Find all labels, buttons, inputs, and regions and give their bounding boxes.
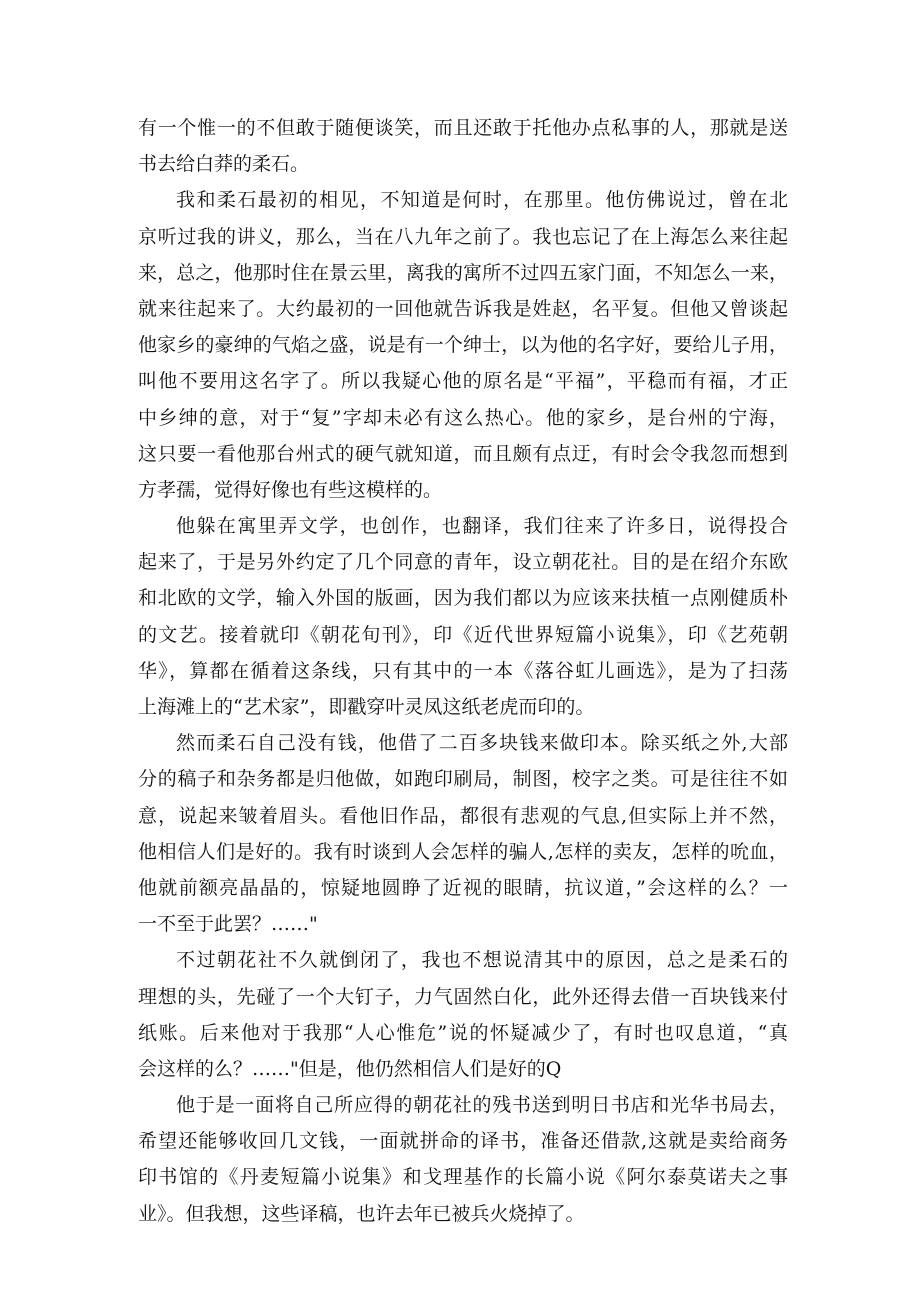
text-line: 希望还能够收回几文钱，一面就拼命的译书，准备还借款,这就是卖给商务 (138, 1130, 788, 1153)
paragraph (138, 182, 788, 508)
text-line: 方孝孺，觉得好像也有些这模样的。 (138, 478, 443, 501)
text-line: 他家乡的豪绅的气焰之盛，说是有一个绅士，以为他的名字好，要给儿子用， (138, 334, 788, 357)
text-line: 意，说起来皱着眉头。看他旧作品，都很有悲观的气息,但实际上并不然， (138, 804, 788, 827)
text-line: 他躲在寓里弄文学，也创作，也翻译，我们往来了许多日，说得投合 (176, 515, 788, 538)
text-line: 有一个惟一的不但敢于随便谈笑，而且还敢于托他办点私事的人，那就是送 (138, 117, 788, 139)
paragraph (138, 110, 788, 182)
paragraph (138, 942, 788, 1087)
text-line: 他相信人们是好的。我有时谈到人会怎样的骗人,怎样的卖友，怎样的吮血， (138, 840, 788, 863)
text-line: 理想的头，先碰了一个大钉子，力气固然白化，此外还得去借一百块钱来付 (138, 985, 788, 1008)
text-line: 书去给白莽的柔石。 (138, 153, 310, 176)
text-line: 上海滩上的“艺术家”，即戳穿叶灵凤这纸老虎而印的。 (138, 696, 595, 718)
text-line: 业》。但我想，这些译稿，也许去年已被兵火烧掉了。 (138, 1202, 585, 1225)
paragraph (138, 508, 788, 725)
text-line: 会这样的么？……"但是，他仍然相信人们是好的Q (138, 1057, 562, 1080)
text-line: 的文艺。接着就印《朝花旬刊》，印《近代世界短篇小说集》，印《艺苑朝 (138, 623, 788, 646)
text-line: 就来往起来了。大约最初的一回他就告诉我是姓赵，名平复。但他又曾谈起 (138, 297, 788, 320)
text-line: 来，总之，他那时住在景云里，离我的寓所不过四五家门面，不知怎么一来， (138, 261, 788, 284)
text-line: 华》，算都在循着这条线，只有其中的一本《落谷虹儿画选》，是为了扫荡 (138, 659, 788, 682)
text-line: 和北欧的文学，输入外国的版画，因为我们都以为应该来扶植一点刚健质朴 (138, 587, 788, 610)
text-line: 我和柔石最初的相见，不知道是何时，在那里。他仿佛说过，曾在北 (176, 189, 788, 212)
text-line: 纸账。后来他对于我那“人心惟危”说的怀疑减少了，有时也叹息道，“真 (138, 1021, 788, 1044)
text-line: 京听过我的讲义，那么，当在八九年之前了。我也忘记了在上海怎么来往起 (138, 225, 788, 248)
text-line: 中乡绅的意，对于“复”字却未必有这么热心。他的家乡，是台州的宁海， (138, 406, 788, 429)
text-line: 起来了，于是另外约定了几个同意的青年，设立朝花社。目的是在绍介东欧 (138, 551, 788, 574)
text-line: 他于是一面将自己所应得的朝花社的残书送到明日书店和光华书局去， (176, 1094, 788, 1117)
text-line: 印书馆的《丹麦短篇小说集》和戈理基作的长篇小说《阿尔泰莫诺夫之事 (138, 1166, 788, 1189)
text-line: 一不至于此罢？……" (138, 913, 318, 936)
text-line: 这只要一看他那台州式的硬气就知道，而且颇有点迂，有时会令我忽而想到 (138, 442, 788, 465)
text-line: 叫他不要用这名字了。所以我疑心他的原名是“平福”，平稳而有福，才正 (138, 370, 788, 393)
text-line: 不过朝花社不久就倒闭了，我也不想说清其中的原因，总之是柔石的 (176, 949, 788, 972)
paragraph (138, 725, 788, 942)
text-line: 然而柔石自己没有钱，他借了二百多块钱来做印本。除买纸之外,大部 (176, 732, 788, 755)
text-line: 他就前额亮晶晶的，惊疑地圆睁了近视的眼睛，抗议道，”会这样的么？一 (138, 876, 788, 899)
text-line: 分的稿子和杂务都是归他做，如跑印刷局，制图，校字之类。可是往往不如 (138, 768, 788, 791)
document-body (138, 110, 788, 1232)
paragraph (138, 1087, 788, 1232)
